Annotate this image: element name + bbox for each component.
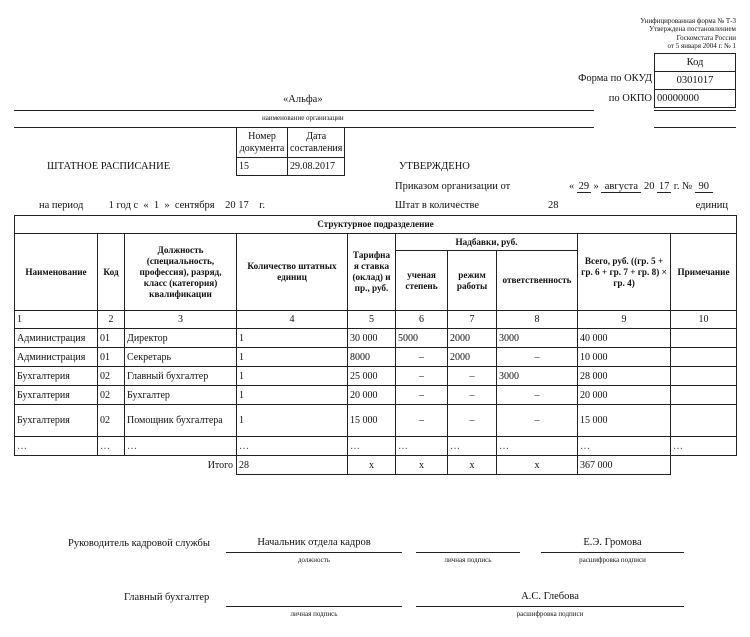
cell-name[interactable]: Бухгалтерия [15,367,98,386]
units-label: единиц [695,200,728,211]
total-label: Итого [207,459,233,471]
order-year[interactable]: 17 [658,181,670,192]
hr-head-signature-caption: личная подпись [444,556,492,564]
cell-total[interactable]: 40 000 [578,329,671,348]
cell-notes[interactable]: … [671,437,737,456]
cell-code[interactable]: … [98,437,125,456]
cell-position[interactable]: Бухгалтер [125,386,237,405]
code-header: Код [655,54,735,72]
hr-head-signature-line[interactable] [416,552,520,553]
cell-notes[interactable] [671,405,737,437]
table-row [15,405,737,437]
cell-name[interactable]: Администрация [15,329,98,348]
cell-notes[interactable] [671,348,737,367]
cell-rate[interactable]: 20 000 [348,386,396,405]
table-row [15,367,737,386]
form-note-line: Унифицированная форма № Т-3 [640,17,736,25]
cell-degree[interactable]: – [396,348,448,367]
order-month[interactable]: августа [601,181,641,193]
cell-rate[interactable]: 8000 [348,348,396,367]
period-from: с [133,200,139,211]
cell-position[interactable]: Помощник бухгалтера [125,405,237,437]
table-row [15,348,737,367]
okud-value[interactable]: 0301017 [655,72,735,90]
header-regime: режим работы [448,251,497,311]
period-label: на период [39,200,84,211]
chief-accountant-signature-line[interactable] [226,606,402,607]
cell-total[interactable]: … [578,437,671,456]
okud-label: Форма по ОКУД [578,73,652,84]
code-box [654,53,736,108]
cell-regime[interactable]: – [448,367,497,386]
table-row-ellipsis [15,437,737,456]
cell-regime[interactable]: … [448,437,497,456]
cell-rate[interactable]: 25 000 [348,367,396,386]
doc-number-header: Номер документа [237,128,288,158]
column-number: 6 [396,311,448,329]
approved-label: УТВЕРЖДЕНО [399,161,470,172]
table-row [15,329,737,348]
cell-qty[interactable]: 1 [237,386,348,405]
unified-form-note [640,17,736,51]
order-date [569,181,713,193]
period-day[interactable]: 1 [153,200,160,211]
year-suffix-g: г. [259,200,266,211]
chief-accountant-name[interactable]: А.С. Глебова [521,591,579,602]
organization-underline [14,110,594,111]
cell-responsibility[interactable]: – [497,405,578,437]
form-note-line: Утверждена постановлением [649,25,736,34]
right-line-1 [654,110,736,111]
column-number: 7 [448,311,497,329]
column-number: 5 [348,311,396,329]
chief-accountant-signature-caption: личная подпись [290,610,338,618]
staff-schedule-table [14,215,737,475]
total-row [15,456,737,475]
hr-head-position-caption: должность [297,556,331,564]
header-name: Наименование [15,234,98,311]
page-title: ШТАТНОЕ РАСПИСАНИЕ [47,161,171,172]
form-note-line: Госкомстата России [676,33,736,42]
cell-name[interactable]: … [15,437,98,456]
doc-date-header: Дата составления [288,128,345,158]
cell-regime[interactable]: – [448,386,497,405]
cell-name[interactable]: Бухгалтерия [15,386,98,405]
hr-head-position[interactable]: Начальник отдела кадров [257,537,371,548]
structural-unit-header: Структурное подразделение [15,216,737,234]
column-number: 4 [237,311,348,329]
cell-notes[interactable] [671,367,737,386]
table-row [15,386,737,405]
organization-name[interactable]: «Альфа» [283,94,323,105]
chief-accountant-name-line [416,606,684,607]
column-number: 10 [671,311,737,329]
form-note-line: от 5 января 2004 г. № 1 [667,42,736,51]
okpo-value[interactable]: 00000000 [657,93,699,104]
document-number-table [236,127,345,176]
right-line-2 [654,127,736,128]
cell-position[interactable]: Секретарь [125,348,237,367]
staff-count[interactable]: 28 [548,200,559,211]
order-day[interactable]: 29 [578,181,590,192]
quote-open: « [143,200,149,211]
column-number: 2 [98,311,125,329]
year-prefix: 20 [225,200,236,211]
total-qty[interactable]: 28 [237,456,348,475]
header-position: Должность (специальность, профессия), разряд, класс (категория) квалификации [125,234,237,311]
period-line [39,200,265,211]
quote-close: » [593,181,599,192]
cell-name[interactable]: Администрация [15,348,98,367]
header-qty: Количество штатных единиц [237,234,348,311]
cell-degree[interactable]: – [396,386,448,405]
hr-head-position-line [226,552,402,553]
cell-code[interactable]: 01 [98,348,125,367]
cell-responsibility[interactable]: – [497,348,578,367]
order-label: Приказом организации от [395,181,511,192]
cell-code[interactable]: 02 [98,367,125,386]
cell-rate[interactable]: 30 000 [348,329,396,348]
header-notes: Примечание [671,234,737,311]
header-responsibility: ответственность [497,251,578,311]
cell-responsibility[interactable]: 3000 [497,367,578,386]
period-month[interactable]: сентября [174,200,215,211]
cell-position[interactable]: … [125,437,237,456]
cell-total[interactable]: 28 000 [578,367,671,386]
cell-rate[interactable]: 15 000 [348,405,396,437]
doc-date-value[interactable]: 29.08.2017 [288,158,345,176]
cell-position[interactable]: Директор [125,329,237,348]
cell-qty[interactable]: 1 [237,348,348,367]
total-sum[interactable]: 367 000 [578,456,671,475]
cell-total[interactable]: 15 000 [578,405,671,437]
cell-total[interactable]: 10 000 [578,348,671,367]
okpo-label: по ОКПО [608,93,652,104]
hr-head-role: Руководитель кадровой службы [68,538,210,549]
quote-close: » [164,200,170,211]
column-number: 3 [125,311,237,329]
cell-position[interactable]: Главный бухгалтер [125,367,237,386]
cell-qty[interactable]: … [237,437,348,456]
organization-caption: наименование организации [262,114,344,122]
cell-notes[interactable] [671,386,737,405]
cell-responsibility[interactable]: … [497,437,578,456]
cell-regime[interactable]: 2000 [448,329,497,348]
total-regime[interactable]: х [448,456,497,475]
hr-head-name-caption: расшифровка подписи [579,556,646,564]
header-code: Код [98,234,125,311]
year-prefix: 20 [644,181,655,192]
chief-accountant-name-caption: расшифровка подписи [516,610,584,618]
chief-accountant-role: Главный бухгалтер [124,592,210,603]
total-rate[interactable]: х [348,456,396,475]
hr-head-name[interactable]: Е.Э. Громова [583,537,642,548]
cell-code[interactable]: 01 [98,329,125,348]
cell-degree[interactable]: – [396,367,448,386]
cell-code[interactable]: 02 [98,386,125,405]
cell-name[interactable]: Бухгалтерия [15,405,98,437]
number-sign: г. № [673,181,693,192]
cell-rate[interactable]: … [348,437,396,456]
period-duration[interactable]: 1 год [108,200,131,211]
cell-regime[interactable]: 2000 [448,348,497,367]
cell-code[interactable]: 02 [98,405,125,437]
order-number[interactable]: 90 [695,181,713,193]
cell-total[interactable]: 20 000 [578,386,671,405]
header-rate: Тарифна я ставка (оклад) и пр., руб. [348,234,396,311]
cell-degree[interactable]: 5000 [396,329,448,348]
column-number: 8 [497,311,578,329]
cell-responsibility[interactable]: – [497,386,578,405]
column-number: 9 [578,311,671,329]
cell-qty[interactable]: 1 [237,367,348,386]
doc-number-value[interactable]: 15 [237,158,288,176]
header-degree: ученая степень [396,251,448,311]
staff-label: Штат в количестве [395,200,480,211]
cell-qty[interactable]: 1 [237,405,348,437]
total-responsibility[interactable]: х [497,456,578,475]
column-numbers-row [15,311,737,329]
total-degree[interactable]: х [396,456,448,475]
period-year[interactable]: 17 [238,200,249,211]
total-notes-empty [671,456,737,475]
column-number: 1 [15,311,98,329]
header-total: Всего, руб. ((гр. 5 + гр. 6 + гр. 7 + гр. 8) × гр. 4) [578,234,671,311]
header-allowances: Надбавки, руб. [396,234,578,251]
hr-head-name-line [541,552,684,553]
cell-responsibility[interactable]: 3000 [497,329,578,348]
quote-open: « [569,181,575,192]
cell-notes[interactable] [671,329,737,348]
cell-qty[interactable]: 1 [237,329,348,348]
cell-degree[interactable]: – [396,405,448,437]
cell-regime[interactable]: – [448,405,497,437]
cell-degree[interactable]: … [396,437,448,456]
